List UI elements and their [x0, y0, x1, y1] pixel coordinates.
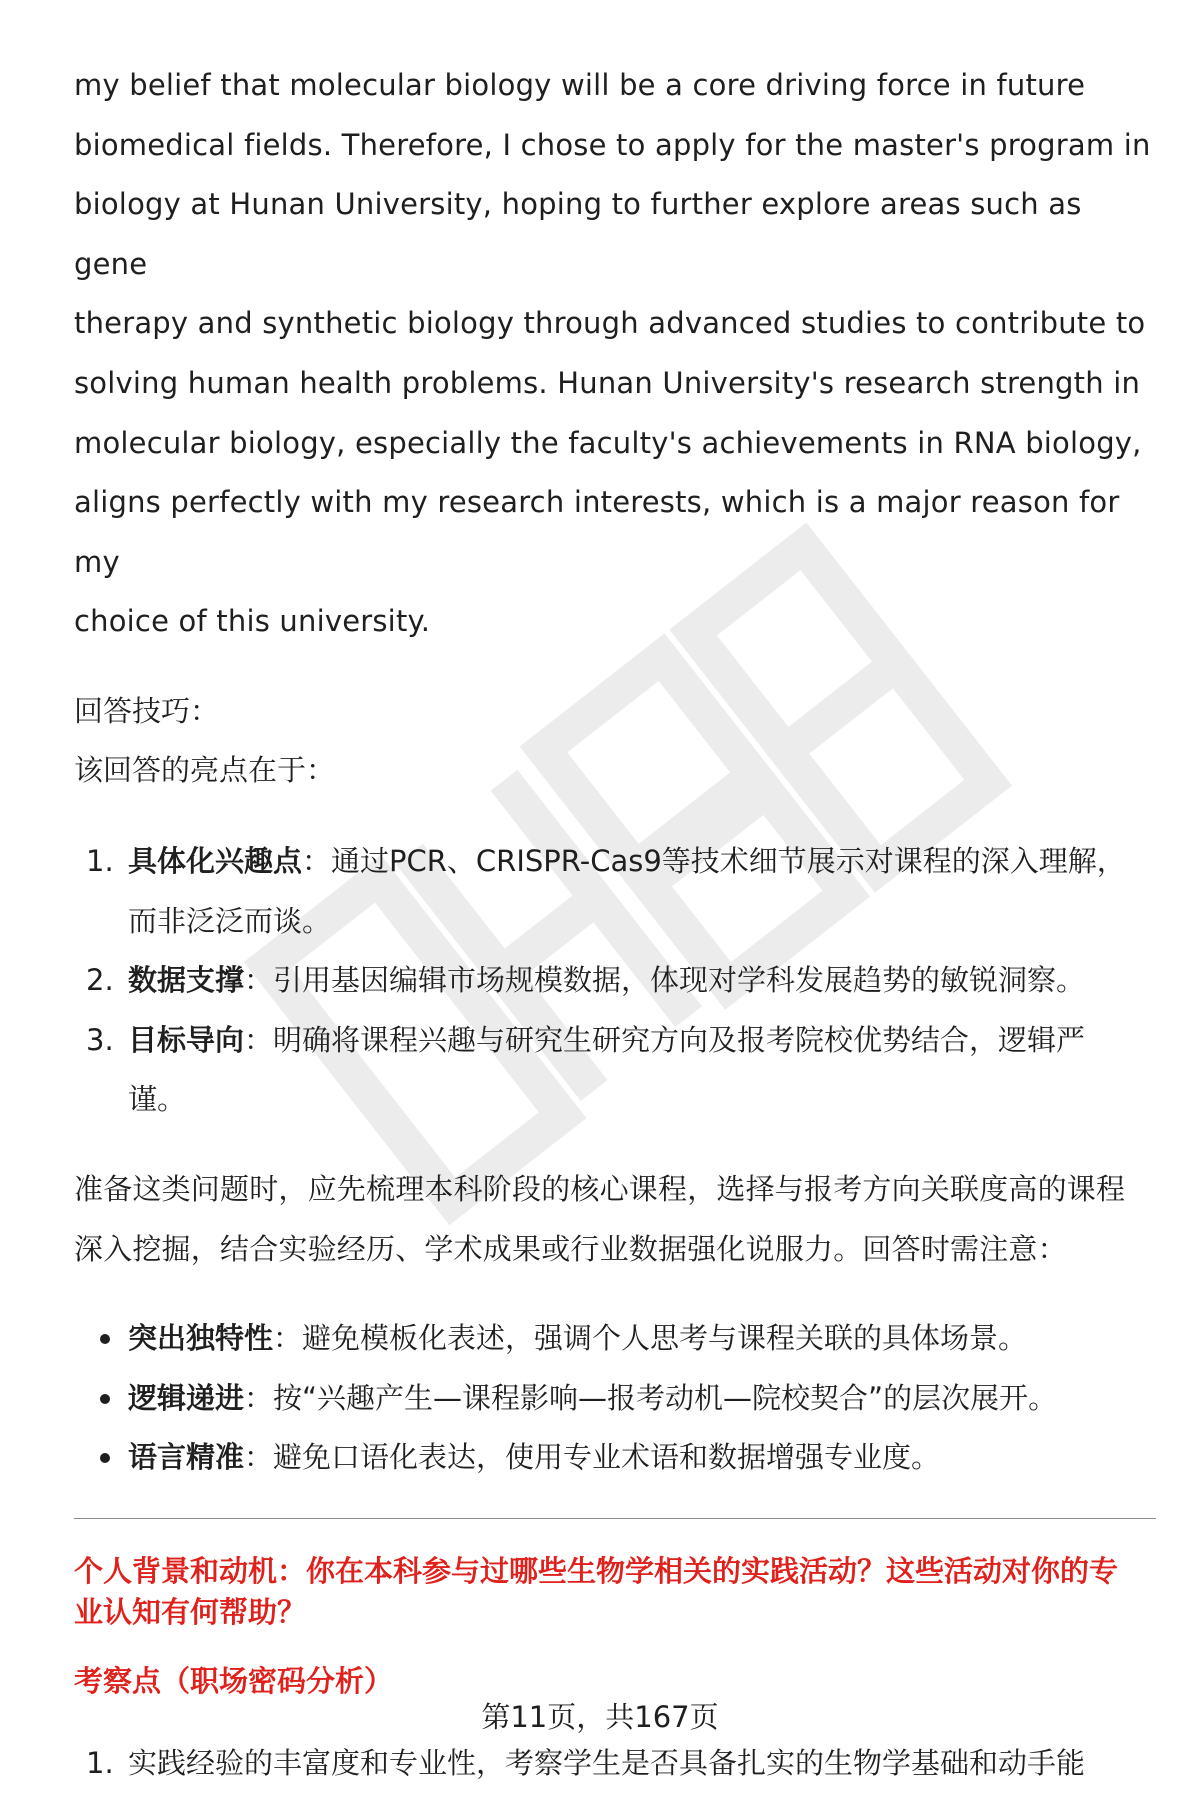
- bullet-text: 避免模板化表述，强调个人思考与课程关联的具体场景。: [302, 1321, 1028, 1356]
- text-line: solving human health problems. Hunan University's research strength in: [74, 365, 1141, 400]
- item-text: 通过PCR、CRISPR-Cas9等技术细节展示对课程的深入理解，: [331, 843, 1126, 878]
- bullet-item: [74, 1428, 1154, 1488]
- item-title: 目标导向: [128, 1022, 245, 1057]
- text-line: 深入挖掘，结合实验经历、学术成果或行业数据强化说服力。回答时需注意：: [74, 1231, 1067, 1266]
- item-text-cont: 谨。: [128, 1082, 187, 1117]
- text-line: therapy and synthetic biology through advanced studies to contribute to: [74, 306, 1146, 341]
- item-separator: ：: [244, 1440, 274, 1475]
- item-separator: ：: [302, 843, 332, 878]
- section-divider: [74, 1518, 1156, 1519]
- highlights-list: [74, 832, 1154, 1130]
- question-heading: [74, 1551, 1154, 1633]
- list-number: 2.: [86, 963, 114, 998]
- bullet-text: 按“兴趣产生—课程影响—报考动机—院校契合”的层次展开。: [273, 1380, 1058, 1415]
- bullet-icon: [100, 1394, 110, 1404]
- list-item: [74, 832, 1154, 951]
- intro-paragraph: [74, 56, 1154, 652]
- text-line: 准备这类问题时，应先梳理本科阶段的核心课程，选择与报考方向关联度高的课程: [74, 1171, 1126, 1206]
- list-number: 3.: [86, 1022, 114, 1057]
- bullet-title: 突出独特性: [128, 1321, 274, 1356]
- page-content: [74, 56, 1154, 1793]
- text-line: aligns perfectly with my research interests, which is a major reason for my: [74, 485, 1120, 579]
- item-text: 引用基因编辑市场规模数据，体现对学科发展趋势的敏锐洞察。: [273, 963, 1086, 998]
- list-item: [74, 951, 1154, 1011]
- bullet-title: 语言精准: [128, 1440, 245, 1475]
- text-line: molecular biology, especially the faculty's achievements in RNA biology,: [74, 425, 1142, 460]
- item-text-cont: 而非泛泛而谈。: [128, 903, 332, 938]
- text-line: biomedical fields. Therefore, I chose to apply for the master's program in: [74, 127, 1151, 162]
- item-separator: ：: [244, 1022, 274, 1057]
- bullet-title: 逻辑递进: [128, 1380, 245, 1415]
- bullet-text: 避免口语化表达，使用专业术语和数据增强专业度。: [273, 1440, 941, 1475]
- list-number: 1.: [86, 843, 114, 878]
- text-line: choice of this university.: [74, 604, 431, 639]
- bullet-item: [74, 1309, 1154, 1369]
- item-title: 数据支撑: [128, 963, 245, 998]
- exam-point-heading: 考察点（职场密码分析）: [74, 1663, 394, 1698]
- list-number: 1.: [86, 1745, 114, 1780]
- question-line: 个人背景和动机：你在本科参与过哪些生物学相关的实践活动？这些活动对你的专: [74, 1553, 1119, 1588]
- highlights-label: 该回答的亮点在于：: [74, 752, 336, 787]
- list-item: [74, 1734, 1154, 1793]
- item-separator: ：: [244, 1380, 274, 1415]
- item-text: 实践经验的丰富度和专业性，考察学生是否具备扎实的生物学基础和动手能: [128, 1745, 1086, 1780]
- tips-label: 回答技巧：: [74, 693, 220, 728]
- list-item: [74, 1011, 1154, 1130]
- bullet-item: [74, 1369, 1154, 1429]
- text-line: my belief that molecular biology will be a core driving force in future: [74, 68, 1086, 102]
- item-separator: ：: [273, 1321, 303, 1356]
- bullet-icon: [100, 1334, 110, 1344]
- exam-point-list: [74, 1734, 1154, 1793]
- item-text: 明确将课程兴趣与研究生研究方向及报考院校优势结合，逻辑严: [273, 1022, 1086, 1057]
- item-separator: ：: [244, 963, 274, 998]
- page-footer: 第11页，共167页: [481, 1700, 719, 1734]
- bullet-icon: [100, 1453, 110, 1463]
- tips-bullet-list: [74, 1309, 1154, 1488]
- item-title: 具体化兴趣点: [128, 843, 303, 878]
- text-line: biology at Hunan University, hoping to further explore areas such as gene: [74, 187, 1082, 281]
- prep-paragraph: [74, 1160, 1154, 1279]
- question-line: 业认知有何帮助？: [74, 1594, 307, 1629]
